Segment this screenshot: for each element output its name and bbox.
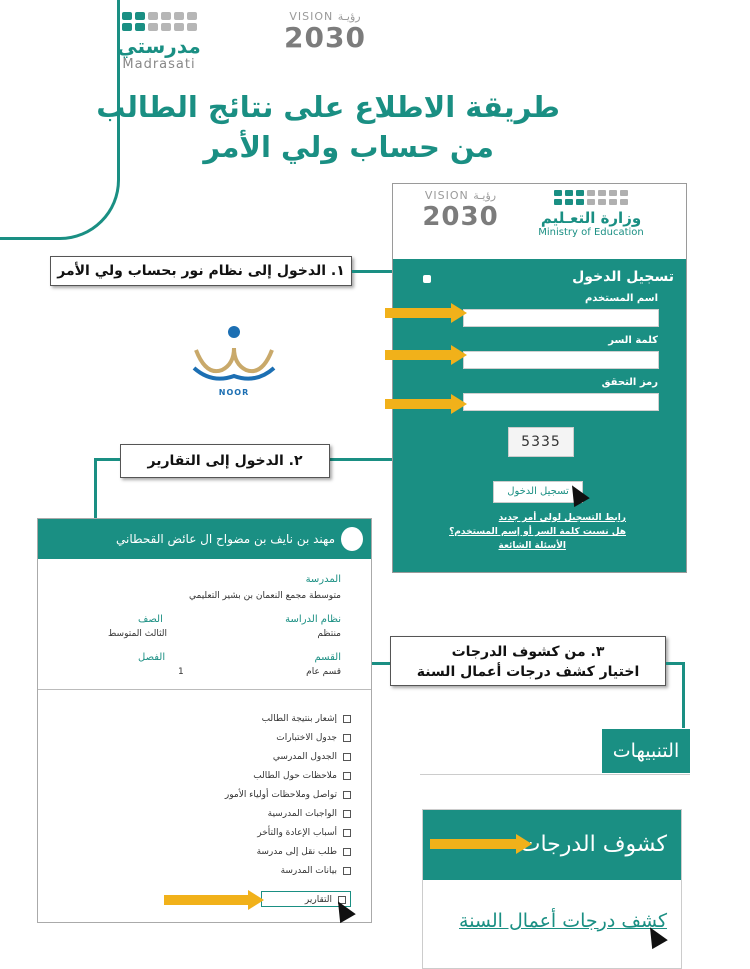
noor-mark-icon xyxy=(192,342,276,384)
password-input[interactable] xyxy=(463,351,659,369)
annual-grades-link[interactable]: كشف درجات أعمال السنة xyxy=(459,910,667,932)
notes-icon xyxy=(343,772,351,780)
list-icon xyxy=(343,867,351,875)
chart-icon xyxy=(343,715,351,723)
student-name: مهند بن نايف بن مضواح ال عائض القحطاني xyxy=(116,532,335,546)
student-panel xyxy=(37,518,372,923)
arrow-icon xyxy=(385,303,467,323)
arrow-icon xyxy=(385,394,467,414)
madrasati-grid-icon xyxy=(104,12,214,31)
captcha-input[interactable] xyxy=(463,393,659,411)
lock-icon xyxy=(423,275,431,283)
vision-top-text: VISION رؤيـة xyxy=(289,10,361,23)
noor-label: NOOR xyxy=(218,388,250,397)
step-2-label: ٢. الدخول إلى التقارير xyxy=(120,444,330,478)
grades-box xyxy=(422,809,682,969)
step-3-line1: ٣. من كشوف الدرجات xyxy=(451,644,605,660)
login-title: تسجيل الدخول xyxy=(572,269,674,285)
username-label: اسم المستخدم xyxy=(584,293,658,304)
system-label: نظام الدراسة xyxy=(285,614,341,625)
dept-value: قسم عام xyxy=(306,667,341,677)
system-value: منتظم xyxy=(317,629,341,639)
menu-item-transfer-request[interactable]: طلب نقل إلى مدرسة xyxy=(151,844,351,860)
password-label: كلمة السر xyxy=(608,335,658,346)
class-label: الفصل xyxy=(138,652,166,663)
vision-year-text: 2030 xyxy=(284,21,366,54)
dept-label: القسم xyxy=(314,652,341,663)
username-input[interactable] xyxy=(463,309,659,327)
madrasati-logo xyxy=(104,12,214,82)
madrasati-ar-text: مدرستي xyxy=(117,34,201,58)
connector-line xyxy=(372,662,390,665)
vision-2030-logo xyxy=(270,10,380,72)
grade-value: الثالث المتوسط xyxy=(108,629,168,639)
step-3-label xyxy=(390,636,666,686)
connector-line xyxy=(94,458,97,518)
captcha-label: رمز التحقق xyxy=(601,377,658,388)
arrow-icon xyxy=(385,345,467,365)
step-1-label: ١. الدخول إلى نظام نور بحساب ولي الأمر xyxy=(50,256,352,286)
faq-link[interactable]: الأسئلة الشائعة xyxy=(498,541,566,551)
menu-item-reports[interactable]: التقارير xyxy=(261,891,351,907)
menu-item-result-notice[interactable]: إشعار بنتيجة الطالب xyxy=(151,711,351,727)
step-3-line2: اختيار كشف درجات أعمال السنة xyxy=(416,664,640,680)
menu-item-school-timetable[interactable]: الجدول المدرسي xyxy=(151,749,351,765)
connector-line xyxy=(94,458,120,461)
vision-year-text: 2030 xyxy=(422,202,499,232)
moe-ar-text: وزارة التعـليم xyxy=(540,209,642,227)
login-panel xyxy=(392,183,687,573)
menu-item-school-data[interactable]: بيانات المدرسة xyxy=(151,863,351,879)
noor-logo xyxy=(192,326,276,404)
flag-icon xyxy=(343,848,351,856)
page-subtitle: من حساب ولي الأمر xyxy=(203,130,494,164)
madrasati-en-text: Madrasati xyxy=(122,57,196,72)
forgot-password-link[interactable]: هل نسيت كلمة السر أو إسم المستخدم؟ xyxy=(449,527,626,537)
moe-logo xyxy=(516,190,666,238)
menu-item-parent-communication[interactable]: تواصل وملاحظات أولياء الأمور xyxy=(151,787,351,803)
tab-alerts[interactable]: التنبيهات xyxy=(602,729,690,773)
school-value: متوسطة مجمع النعمان بن بشير التعليمي xyxy=(189,591,341,601)
book-icon xyxy=(343,810,351,818)
moe-en-text: Ministry of Education xyxy=(538,227,644,238)
list-icon xyxy=(343,734,351,742)
noor-dot-icon xyxy=(228,326,240,338)
vision-2030-logo xyxy=(413,189,508,232)
page-title: طريقة الاطلاع على نتائج الطالب xyxy=(96,90,560,124)
moe-grid-icon xyxy=(516,190,666,205)
check-icon xyxy=(343,791,351,799)
avatar-icon xyxy=(341,527,363,551)
vision-top-text: VISION رؤيـة xyxy=(424,189,497,202)
divider xyxy=(38,689,371,690)
calendar-icon xyxy=(343,753,351,761)
student-header xyxy=(38,519,371,559)
login-button[interactable]: تسجيل الدخول xyxy=(493,481,583,503)
menu-item-student-notes[interactable]: ملاحظات حول الطالب xyxy=(151,768,351,784)
connector-line xyxy=(352,270,392,273)
alerts-header xyxy=(420,727,690,775)
grade-label: الصف xyxy=(138,614,163,625)
connector-line xyxy=(682,662,685,728)
grades-title[interactable]: كشوف الدرجات xyxy=(423,810,681,880)
connector-line xyxy=(330,458,392,461)
login-header xyxy=(393,184,686,259)
list-icon xyxy=(343,829,351,837)
arrow-icon xyxy=(430,834,532,854)
class-value: 1 xyxy=(178,667,184,677)
arrow-icon xyxy=(164,890,264,910)
school-label: المدرسة xyxy=(305,574,341,585)
menu-item-repeat-reasons[interactable]: أسباب الإعادة والتأخر xyxy=(151,825,351,841)
register-link[interactable]: رابط التسجيل لولي أمر جديد xyxy=(498,513,626,523)
menu-item-exam-schedule[interactable]: جدول الاختبارات xyxy=(151,730,351,746)
captcha-image: 5335 xyxy=(508,427,574,457)
menu-item-homework[interactable]: الواجبات المدرسية xyxy=(151,806,351,822)
